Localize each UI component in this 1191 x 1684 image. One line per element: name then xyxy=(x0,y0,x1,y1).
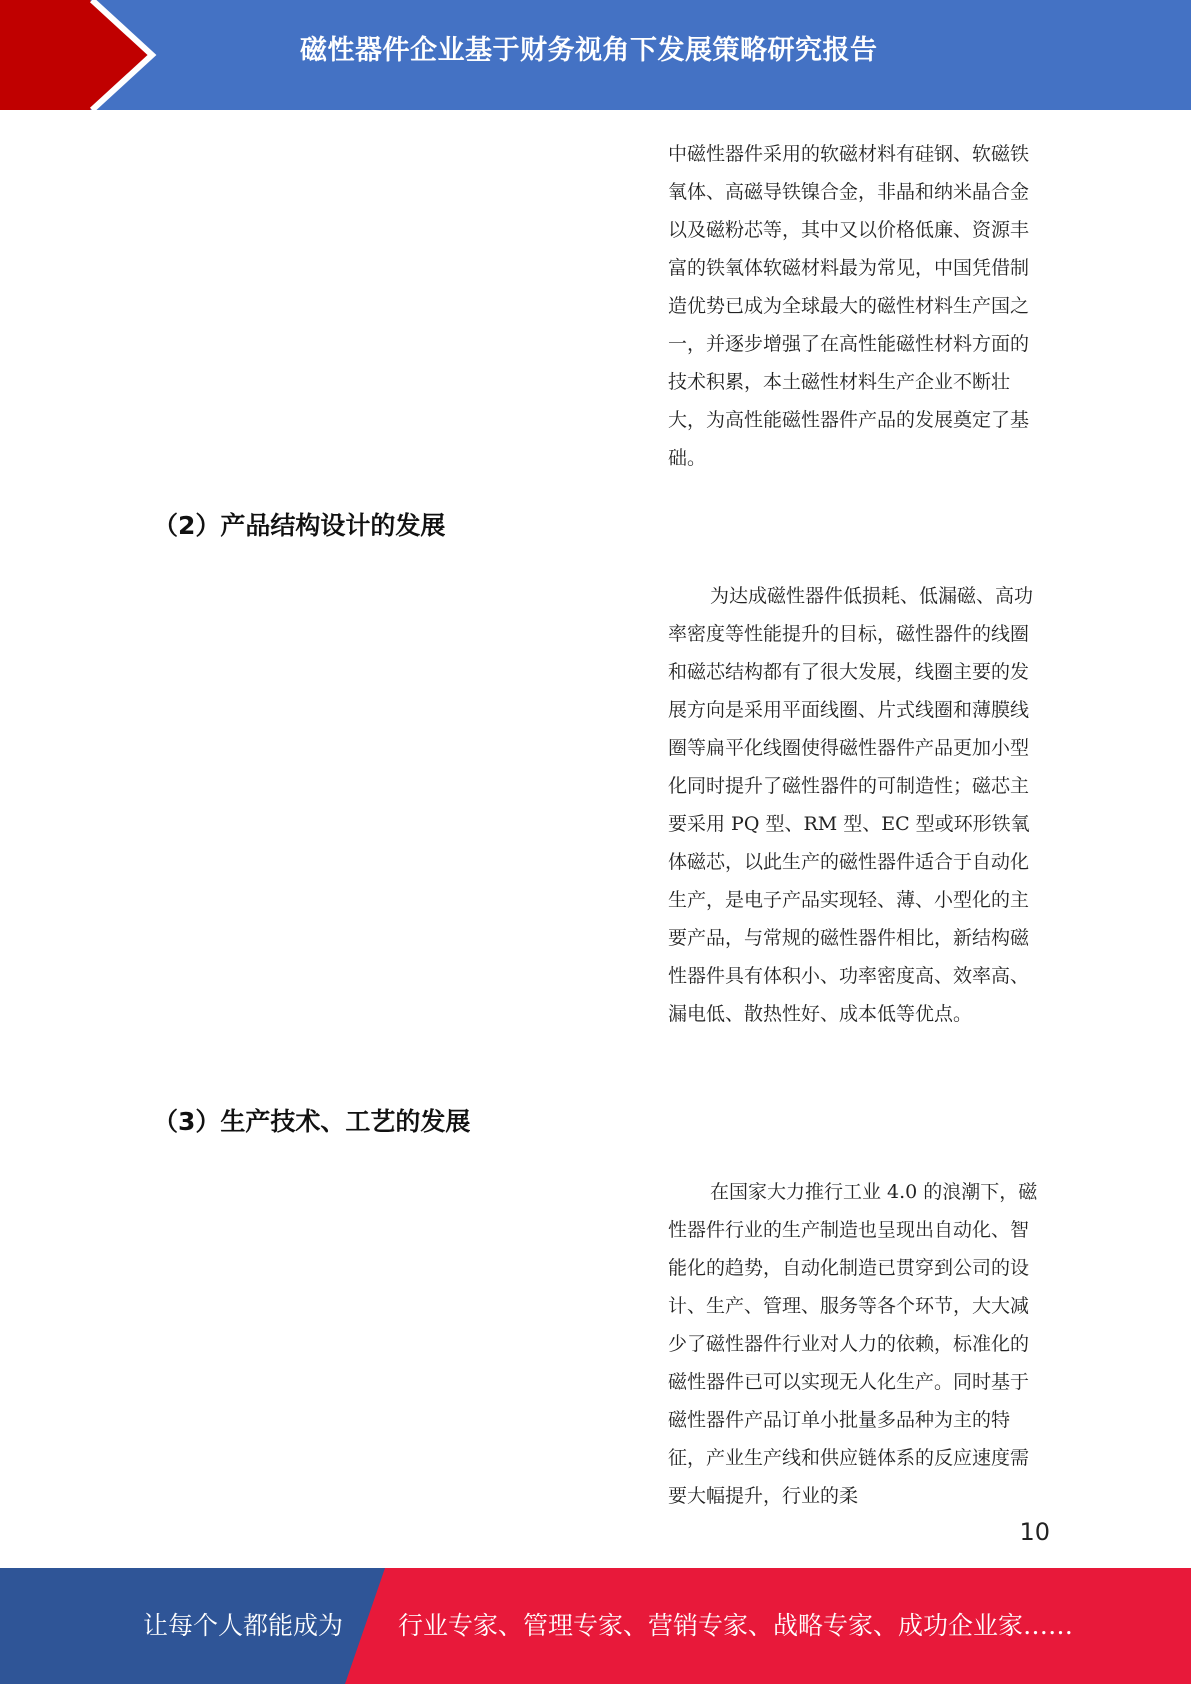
paragraph-text: 中磁性器件采用的软磁材料有硅钢、软磁铁氧体、高磁导铁镍合金，非晶和纳米晶合金以及磁粉芯等，其中又以价格低廉、资源丰富的铁氧体软磁材料最为常见，中国凭借制造优势已成为全球最大的磁性材料生产国之一，并逐步增强了在高性能磁性材料方面的技术积累，本土磁性材料生产企业不断壮大，为高性能磁性器件产品的发展奠定了基础。 xyxy=(668,143,1030,469)
paragraph-text: 在国家大力推行工业 4.0 的浪潮下，磁性器件行业的生产制造也呈现出自动化、智能化的趋势，自动化制造已贯穿到公司的设计、生产、管理、服务等各个环节，大大减少了磁性器件行业对人力的依赖，标准化的磁性器件已可以实现无人化生产。同时基于磁性器件产品订单小批量多品种为主的特征，产业生产线和供应链体系的反应速度需要大幅提升，行业的柔 xyxy=(668,1181,1038,1507)
section-heading-product-structure: （2）产品结构设计的发展 xyxy=(153,511,446,540)
page-number: 10 xyxy=(1019,1518,1050,1546)
body-paragraph-product-structure xyxy=(668,577,1046,1033)
paragraph-text: 为达成磁性器件低损耗、低漏磁、高功率密度等性能提升的目标，磁性器件的线圈和磁芯结构都有了很大发展，线圈主要的发展方向是采用平面线圈、片式线圈和薄膜线圈等扁平化线圈使得磁性器件产品更加小型化同时提升了磁性器件的可制造性；磁芯主要采用 PQ 型、RM 型、EC 型或环形铁氧体磁芯，以此生产的磁性器件适合于自动化生产，是电子产品实现轻、薄、小型化的主要产品，与常规的磁性器件相比，新结构磁性器件具有体积小、功率密度高、效率高、漏电低、散热性好、成本低等优点。 xyxy=(668,585,1034,1025)
footer-slogan-right: 行业专家、管理专家、营销专家、战略专家、成功企业家…… xyxy=(398,1611,1074,1640)
report-title: 磁性器件企业基于财务视角下发展策略研究报告 xyxy=(300,35,878,66)
body-paragraph-production-tech xyxy=(668,1173,1046,1515)
page-header xyxy=(0,0,1191,110)
footer-slogan-left: 让每个人都能成为 xyxy=(143,1611,344,1640)
page-footer xyxy=(0,1568,1191,1684)
body-paragraph-materials xyxy=(668,135,1046,477)
section-heading-production-tech: （3）生产技术、工艺的发展 xyxy=(153,1107,471,1136)
